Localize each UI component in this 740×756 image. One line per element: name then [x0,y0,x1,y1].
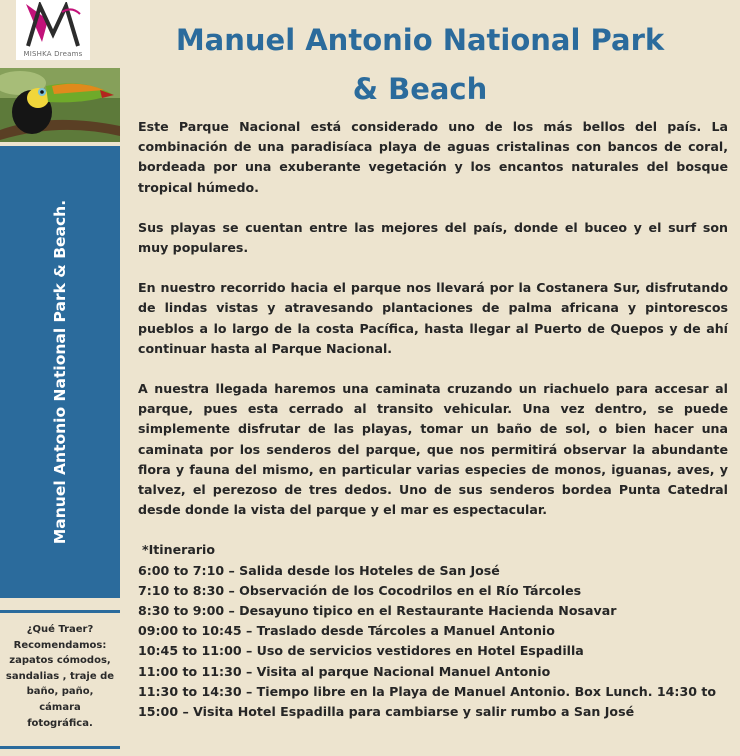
sidebar-divider-top [0,610,120,613]
paragraph: En nuestro recorrido hacia el parque nos llevará por la Costanera Sur, disfrutando de lindas vistas y atravesando plantaciones de palma africana y pintorescos pueblos a lo largo de la costa Pacífica, hasta llegar al Puerto de Quepos y de ahí continuar hasta al Parque Nacional. [138,280,728,356]
paragraph: A nuestra llegada haremos una caminata cruzando un riachuelo para accesar al parque, pues esta cerrado al transito vehicular. Una vez dentro, se puede simplemente disfrutar de las playas, tomar un baño de sol, o bien hacer una caminata por los senderos del parque, que nos permitirá observar la abundante flora y fauna del mismo, en particular varias especies de monos, iguanas, aves, y talvez, el perezoso de tres dedos. Uno de sus senderos bordea Punta Catedral desde donde la vista del parque y el mar es espectacular. [138,381,728,518]
page-title-line2: & Beach [352,72,488,106]
sidebar-vertical-title: Manuel Antonio National Park & Beach. [51,199,69,545]
itinerary-item: 7:10 to 8:30 – Observación de los Cocodrilos en el Río Tárcoles [138,582,582,598]
itinerary-item: 8:30 to 9:00 – Desayuno tipico en el Restaurante Hacienda Nosavar [138,603,617,619]
mishka-logo-mark [22,2,84,50]
itinerary-heading: *Itinerario [142,542,216,558]
itinerary-item: 09:00 to 10:45 – Traslado desde Tárcoles a Manuel Antonio [138,623,555,639]
mishka-logo [16,0,90,60]
bring-line: baño, paño, [26,686,94,698]
itinerary-item: 11:30 to 14:30 – Tiempo libre en la Playa de Manuel Antonio. Box Lunch. 14:30 to [138,683,717,699]
itinerary-item: 15:00 – Visita Hotel Espadilla para cambiarse y salir rumbo a San José [138,704,635,720]
paragraph: Este Parque Nacional está considerado uno de los más bellos del país. La combinación de una paradisíaca playa de aguas cristalinas con bancos de coral, bordeada por una exuberante vegetación y los encantos naturales del bosque tropical húmedo. [138,119,728,195]
itinerary [138,540,728,722]
bring-line: zapatos cómodos, [9,655,111,667]
bring-line: cámara [39,701,81,713]
description-body [138,117,728,722]
bring-line: Recomendamos: [13,639,107,651]
bring-line: ¿Qué Traer? [26,624,94,635]
logo-text: MISHKA Dreams [23,50,83,58]
itinerary-item: 6:00 to 7:10 – Salida desde los Hoteles de San José [138,562,500,578]
toucan-photo [0,68,120,142]
sidebar-banner [0,146,120,598]
bring-line: fotográfica. [27,717,93,729]
toucan-illustration [0,68,120,142]
what-to-bring [0,622,120,731]
page-title-line1: Manuel Antonio National Park [175,23,665,57]
itinerary-item: 11:00 to 11:30 – Visita al parque Nacional Manuel Antonio [138,663,551,679]
paragraph: Sus playas se cuentan entre las mejores del país, donde el buceo y el surf son muy populares. [138,219,728,256]
itinerary-item: 10:45 to 11:00 – Uso de servicios vestidores en Hotel Espadilla [138,643,584,659]
bring-line: sandalias , traje de [5,670,115,682]
sidebar-divider-bottom [0,746,120,749]
